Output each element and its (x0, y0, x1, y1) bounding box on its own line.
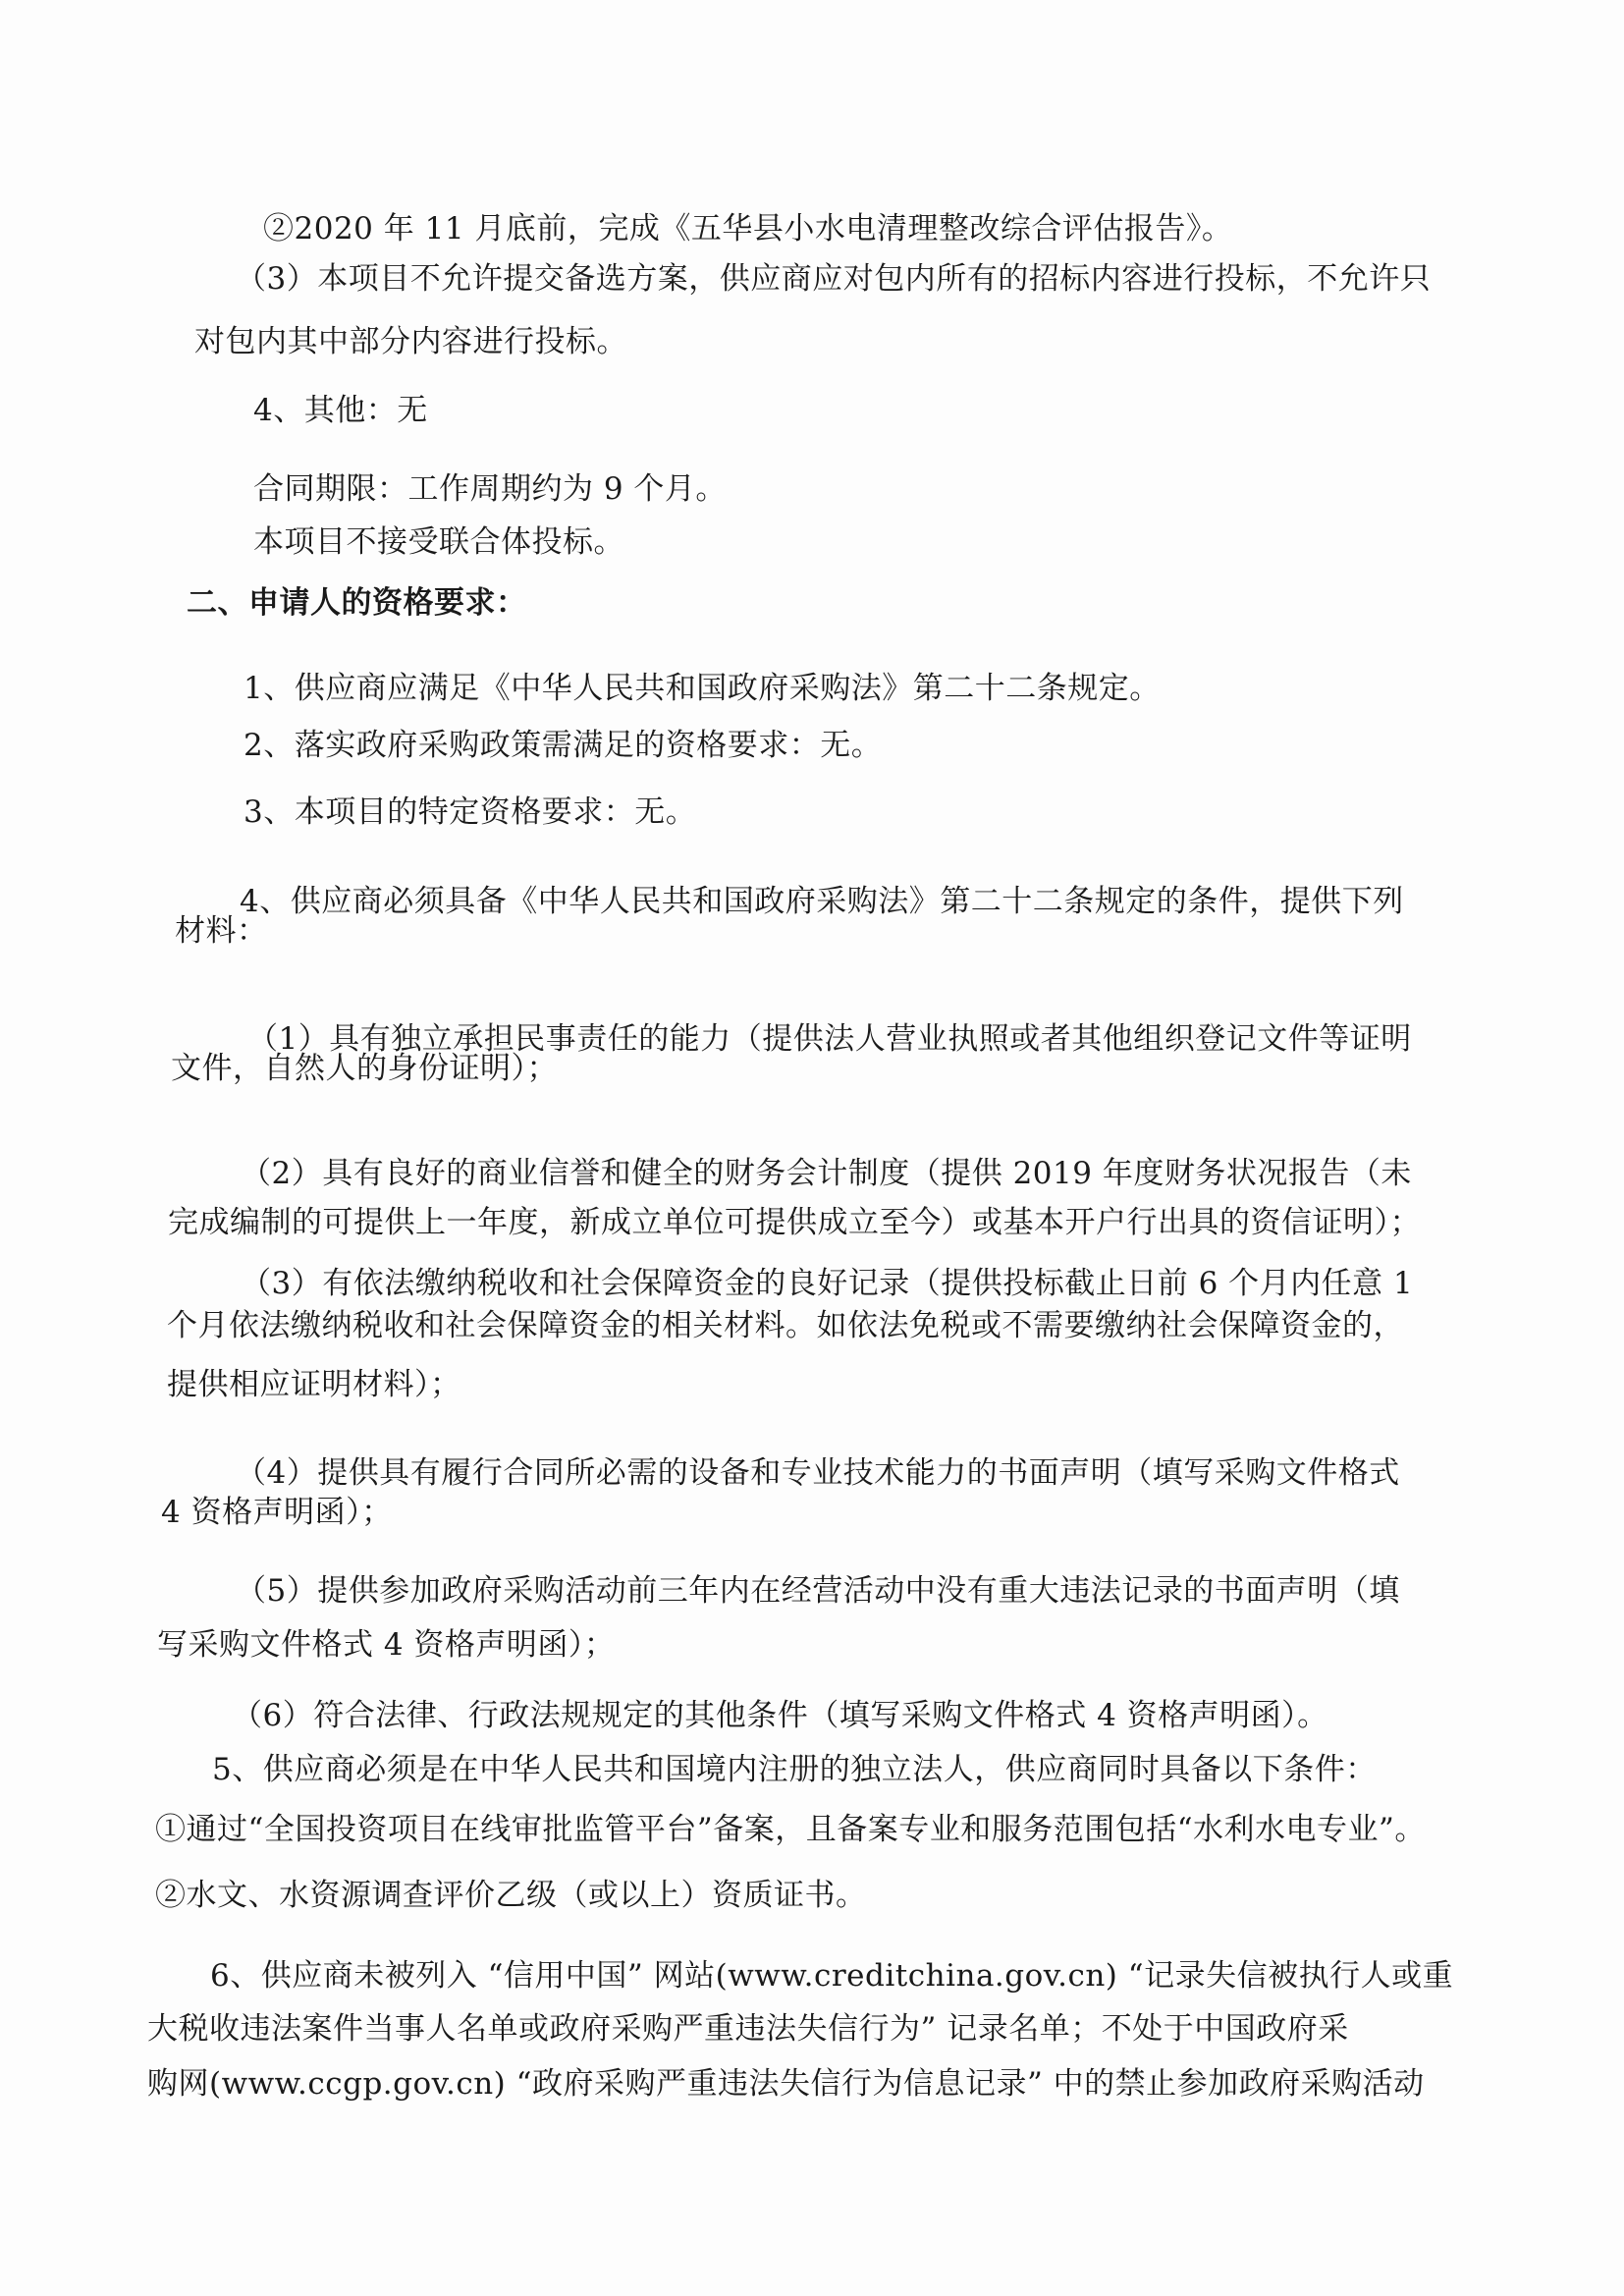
text-line: （6）符合法律、行政法规规定的其他条件（填写采购文件格式 4 资格声明函）。 (232, 1698, 1328, 1733)
text-line: 本项目不接受联合体投标。 (253, 524, 624, 560)
text-line: 5、供应商必须是在中华人民共和国境内注册的独立法人，供应商同时具备以下条件： (212, 1752, 1377, 1787)
text-line: 4、供应商必须具备《中华人民共和国政府采购法》第二十二条规定的条件，提供下列 (240, 884, 1404, 919)
text-line: 1、供应商应满足《中华人民共和国政府采购法》第二十二条规定。 (244, 671, 1161, 706)
text-line: （3）本项目不允许提交备选方案，供应商应对包内所有的招标内容进行投标，不允许只 (236, 261, 1432, 297)
text-line: （4）提供具有履行合同所必需的设备和专业技术能力的书面声明（填写采购文件格式 (236, 1455, 1400, 1491)
text-line: 购网(www.ccgp.gov.cn) “政府采购严重违法失信行为信息记录” 中的禁止参加政府采购活动 (147, 2066, 1425, 2102)
text-line: 大税收违法案件当事人名单或政府采购严重违法失信行为” 记录名单；不处于中国政府采 (147, 2011, 1349, 2047)
text-line: （2）具有良好的商业信誉和健全的财务会计制度（提供 2019 年度财务状况报告（未 (241, 1156, 1412, 1191)
text-line: 完成编制的可提供上一年度，新成立单位可提供成立至今）或基本开户行出具的资信证明）； (168, 1205, 1421, 1240)
text-line: 3、本项目的特定资格要求：无。 (244, 794, 697, 830)
text-line: ①通过“全国投资项目在线审批监管平台”备案，且备案专业和服务范围包括“水利水电专业”。 (155, 1812, 1426, 1847)
text-line: 文件，自然人的身份证明）； (171, 1051, 558, 1086)
text-line: （5）提供参加政府采购活动前三年内在经营活动中没有重大违法记录的书面声明（填 (236, 1573, 1400, 1609)
text-line: 个月依法缴纳税收和社会保障资金的相关材料。如依法免税或不需要缴纳社会保障资金的， (167, 1308, 1404, 1343)
text-line: 对包内其中部分内容进行投标。 (194, 324, 627, 359)
section-heading: 二、申请人的资格要求： (187, 585, 527, 621)
text-line: （3）有依法缴纳税收和社会保障资金的良好记录（提供投标截止日前 6 个月内任意 1 (241, 1266, 1414, 1301)
text-line: 写采购文件格式 4 资格声明函）； (157, 1627, 616, 1663)
text-line: 4、其他：无 (253, 393, 428, 428)
text-line: ②水文、水资源调查评价乙级（或以上）资质证书。 (155, 1878, 867, 1913)
text-line: 提供相应证明材料）； (167, 1367, 461, 1402)
text-line: 2、落实政府采购政策需满足的资格要求：无。 (244, 728, 883, 763)
text-line: 合同期限：工作周期约为 9 个月。 (253, 471, 727, 507)
text-line: ②2020 年 11 月底前，完成《五华县小水电清理整改综合评估报告》。 (263, 211, 1233, 246)
text-line: （1）具有独立承担民事责任的能力（提供法人营业执照或者其他组织登记文件等证明 (247, 1021, 1412, 1057)
text-line: 材料： (175, 913, 268, 949)
text-line: 6、供应商未被列入 “信用中国” 网站(www.creditchina.gov.cn) “记录失信被执行人或重 (210, 1958, 1454, 1994)
text-line: 4 资格声明函）； (161, 1495, 393, 1530)
